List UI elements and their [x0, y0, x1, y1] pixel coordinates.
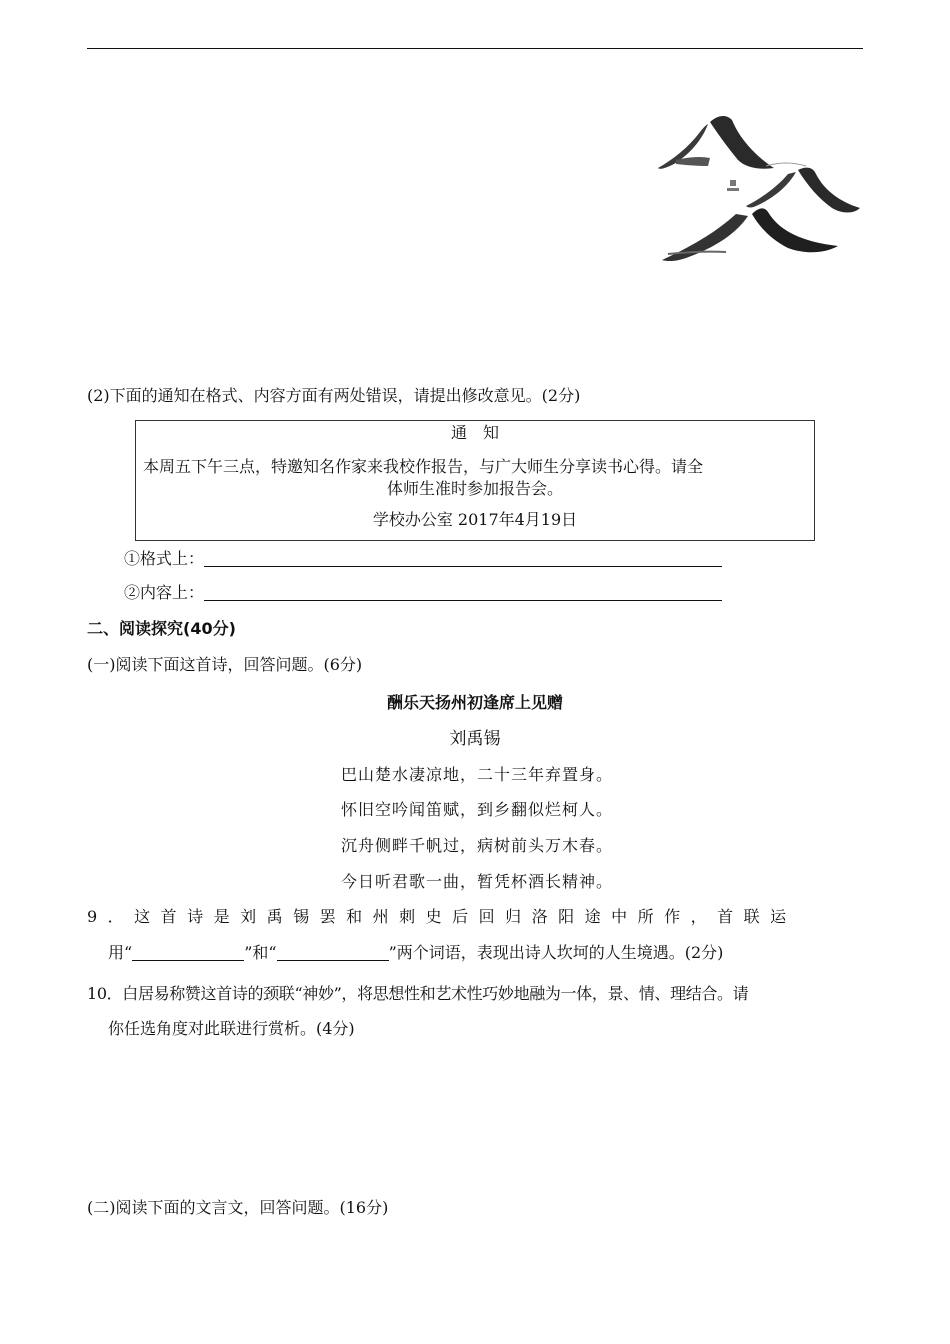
poem-line: 沉舟侧畔千帆过，病树前头万木春。 [341, 836, 614, 855]
answer-format-label: ①格式上： [124, 549, 205, 568]
answer-content-row [124, 582, 722, 604]
question-9-line-2 [108, 942, 723, 964]
notice-title: 通 知 [450, 423, 499, 442]
answer-content-label: ②内容上： [124, 583, 205, 602]
answer-format-blank[interactable] [204, 550, 722, 567]
notice-body-line-1: 本周五下午三点，特邀知名作家来我校作报告，与广大师生分享读书心得。请全 [143, 457, 704, 476]
question-9-suffix: ”两个词语，表现出诗人坎坷的人生境遇。(2分) [388, 943, 724, 962]
calligraphy-image [648, 110, 868, 265]
poem-title: 酬乐天扬州初逢席上见赠 [386, 693, 563, 712]
part-two-intro: (二)阅读下面的文言文，回答问题。(16分) [87, 1198, 389, 1217]
poem-line: 巴山楚水凄凉地，二十三年弃置身。 [341, 765, 614, 784]
answer-content-blank[interactable] [204, 584, 722, 601]
answer-format-row [124, 548, 722, 570]
question-10-line-1: 10．白居易称赞这首诗的颈联“神妙”，将思想性和艺术性巧妙地融为一体，景、情、理结合。请 [87, 984, 749, 1003]
notice-body-line-2: 体师生准时参加报告会。 [386, 479, 563, 498]
question-10-line-2: 你任选角度对此联进行赏析。(4分) [108, 1019, 355, 1038]
section-two-heading: 二、阅读探究(40分) [87, 619, 236, 638]
question-8-2-prompt: (2)下面的通知在格式、内容方面有两处错误，请提出修改意见。(2分) [87, 386, 581, 405]
question-9-line-1: 9．这首诗是刘禹锡罢和州刺史后回归洛阳途中所作，首联运 [87, 907, 797, 926]
question-9-middle: ”和“ [244, 943, 277, 962]
header-rule [87, 48, 863, 49]
notice-signature: 学校办公室 2017年4月19日 [372, 510, 578, 529]
question-9-blank-1[interactable] [132, 944, 244, 961]
question-9-prefix: 用“ [108, 943, 133, 962]
notice-box [135, 420, 815, 541]
question-9-blank-2[interactable] [277, 944, 389, 961]
poem-line: 怀旧空吟闻笛赋，到乡翻似烂柯人。 [341, 800, 614, 819]
part-one-intro: (一)阅读下面这首诗，回答问题。(6分) [87, 655, 363, 674]
poem-line: 今日听君歌一曲，暂凭杯酒长精神。 [341, 872, 614, 891]
poem-author: 刘禹锡 [449, 729, 501, 749]
